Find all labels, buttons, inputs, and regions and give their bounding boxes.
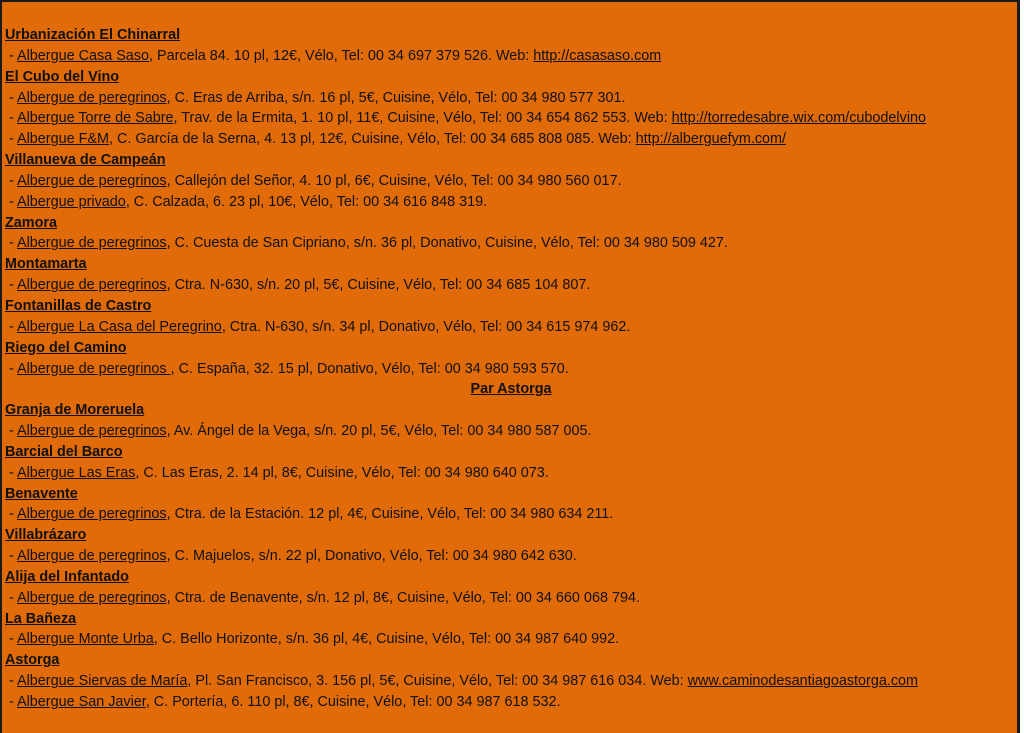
albergue-entry: - Albergue La Casa del Peregrino, Ctra. N-630, s/n. 34 pl, Donativo, Vélo, Tel: 00 34 615 974 962. xyxy=(5,318,631,335)
albergue-entry: - Albergue Casa Saso, Parcela 84. 10 pl, 12€, Vélo, Tel: 00 34 697 379 526. Web: http://casasaso.com xyxy=(5,47,662,64)
albergue-link[interactable]: Albergue de peregrinos xyxy=(17,172,167,189)
town-heading: Urbanización El Chinarral xyxy=(5,27,181,43)
town-heading: El Cubo del Vino xyxy=(5,68,120,85)
albergue-details: , C. Calzada, 6. 23 pl, 10€, Vélo, Tel: 00 34 616 848 319. xyxy=(125,193,488,210)
albergue-entry: - Albergue de peregrinos, C. Majuelos, s/n. 22 pl, Donativo, Vélo, Tel: 00 34 980 642 630. xyxy=(5,548,577,565)
albergue-details: , C. Bello Horizonte, s/n. 36 pl, 4€, Cuisine, Vélo, Tel: 00 34 987 640 992. xyxy=(153,631,620,648)
town-heading: Astorga xyxy=(5,652,60,669)
town-heading: Riego del Camino xyxy=(5,339,127,356)
albergue-details: , Av. Ángel de la Vega, s/n. 20 pl, 5€, Vélo, Tel: 00 34 980 587 005. xyxy=(166,423,592,440)
albergue-details: , C. Las Eras, 2. 14 pl, 8€, Cuisine, Vélo, Tel: 00 34 980 640 073. xyxy=(135,464,549,481)
town-heading: La Bañeza xyxy=(5,610,77,627)
albergue-link[interactable]: Albergue La Casa del Peregrino xyxy=(17,318,222,335)
town-heading: Villabrázaro xyxy=(5,527,87,544)
albergue-details: , Parcela 84. 10 pl, 12€, Vélo, Tel: 00 34 697 379 526. Web: xyxy=(149,47,534,64)
town-heading: Villanueva de Campeán xyxy=(5,152,166,169)
albergue-link[interactable]: Albergue San Javier xyxy=(17,694,146,710)
albergue-details: , Ctra. de Benavente, s/n. 12 pl, 8€, Cuisine, Vélo, Tel: 00 34 660 068 794. xyxy=(166,589,640,606)
albergue-details: , C. Portería, 6. 110 pl, 8€, Cuisine, Vélo, Tel: 00 34 987 618 532. xyxy=(145,694,561,710)
town-heading: Zamora xyxy=(5,214,57,231)
website-link[interactable]: http://alberguefym.com/ xyxy=(635,131,787,148)
albergue-link[interactable]: Albergue de peregrinos xyxy=(17,589,167,606)
albergue-entry: - Albergue de peregrinos, Callejón del Señor, 4. 10 pl, 6€, Cuisine, Vélo, Tel: 00 34 980 560 017. xyxy=(5,172,622,189)
town-heading: Barcial del Barco xyxy=(5,443,123,460)
albergue-entry: - Albergue de peregrinos, C. Cuesta de San Cipriano, s/n. 36 pl, Donativo, Cuisine, Vélo, Tel: 00 34 980 509 427. xyxy=(5,235,728,252)
albergue-entry: - Albergue de peregrinos, C. Eras de Arriba, s/n. 16 pl, 5€, Cuisine, Vélo, Tel: 00 34 980 577 301. xyxy=(5,89,626,106)
albergue-entry: - Albergue Siervas de María, Pl. San Francisco, 3. 156 pl, 5€, Cuisine, Vélo, Tel: 00 34 987 616 034. Web: www.caminodesantiagoastorga.com xyxy=(5,673,919,690)
website-link[interactable]: http://casasaso.com xyxy=(533,47,662,64)
albergue-details: , C. Cuesta de San Cipriano, s/n. 36 pl, Donativo, Cuisine, Vélo, Tel: 00 34 980 509 427. xyxy=(166,235,728,252)
albergue-entry: - Albergue de peregrinos, Ctra. de la Estación. 12 pl, 4€, Cuisine, Vélo, Tel: 00 34 980 634 211. xyxy=(5,506,614,523)
albergue-link[interactable]: Albergue de peregrinos xyxy=(17,423,167,440)
albergue-entry: - Albergue Torre de Sabre, Trav. de la Ermita, 1. 10 pl, 11€, Cuisine, Vélo, Tel: 00 34 654 862 553. Web: http://torredesabre.wix.com/cubodelvino xyxy=(5,110,927,127)
website-link[interactable]: http://torredesabre.wix.com/cubodelvino xyxy=(671,110,927,127)
albergue-details: , Pl. San Francisco, 3. 156 pl, 5€, Cuisine, Vélo, Tel: 00 34 987 616 034. Web: xyxy=(187,673,688,690)
albergue-entry: - Albergue de peregrinos , C. España, 32. 15 pl, Donativo, Vélo, Tel: 00 34 980 593 570. xyxy=(5,360,569,377)
section-heading: Par Astorga xyxy=(470,381,552,398)
albergue-link[interactable]: Albergue Monte Urba xyxy=(17,631,154,648)
albergue-link[interactable]: Albergue de peregrinos xyxy=(17,360,171,377)
town-heading: Fontanillas de Castro xyxy=(5,297,152,314)
albergue-link[interactable]: Albergue F&M xyxy=(17,131,109,148)
albergue-link[interactable]: Albergue de peregrinos xyxy=(17,506,167,523)
albergue-details: , Ctra. N-630, s/n. 34 pl, Donativo, Vélo, Tel: 00 34 615 974 962. xyxy=(221,318,631,335)
albergue-details: , Callejón del Señor, 4. 10 pl, 6€, Cuisine, Vélo, Tel: 00 34 980 560 017. xyxy=(166,172,622,189)
albergue-link[interactable]: Albergue de peregrinos xyxy=(17,235,167,252)
albergue-link[interactable]: Albergue de peregrinos xyxy=(17,89,167,106)
albergue-link[interactable]: Albergue de peregrinos xyxy=(17,277,167,294)
albergue-link[interactable]: Albergue privado xyxy=(17,193,126,210)
albergue-entry: - Albergue privado, C. Calzada, 6. 23 pl, 10€, Vélo, Tel: 00 34 616 848 319. xyxy=(5,193,488,210)
albergue-details: , Ctra. N-630, s/n. 20 pl, 5€, Cuisine, Vélo, Tel: 00 34 685 104 807. xyxy=(166,277,591,294)
town-heading: Alija del Infantado xyxy=(5,568,129,585)
albergue-entry: - Albergue Las Eras, C. Las Eras, 2. 14 pl, 8€, Cuisine, Vélo, Tel: 00 34 980 640 073. xyxy=(5,464,549,481)
town-heading: Benavente xyxy=(5,485,78,502)
albergue-link[interactable]: Albergue de peregrinos xyxy=(17,548,167,565)
town-heading: Montamarta xyxy=(5,256,87,273)
albergue-details: , C. España, 32. 15 pl, Donativo, Vélo, Tel: 00 34 980 593 570. xyxy=(170,360,569,377)
website-link[interactable]: www.caminodesantiagoastorga.com xyxy=(687,673,919,690)
albergue-link[interactable]: Albergue Casa Saso xyxy=(17,47,149,64)
albergue-details: , Ctra. de la Estación. 12 pl, 4€, Cuisine, Vélo, Tel: 00 34 980 634 211. xyxy=(166,506,614,523)
albergue-entry: - Albergue San Javier, C. Portería, 6. 110 pl, 8€, Cuisine, Vélo, Tel: 00 34 987 618 532. xyxy=(5,694,561,710)
albergue-entry: - Albergue de peregrinos, Av. Ángel de la Vega, s/n. 20 pl, 5€, Vélo, Tel: 00 34 980 587 005. xyxy=(5,423,592,440)
albergue-link[interactable]: Albergue Siervas de María xyxy=(17,673,188,690)
albergue-details: , Trav. de la Ermita, 1. 10 pl, 11€, Cuisine, Vélo, Tel: 00 34 654 862 553. Web: xyxy=(173,110,672,127)
albergue-details: , C. Majuelos, s/n. 22 pl, Donativo, Vélo, Tel: 00 34 980 642 630. xyxy=(166,548,577,565)
albergue-entry: - Albergue de peregrinos, Ctra. de Benavente, s/n. 12 pl, 8€, Cuisine, Vélo, Tel: 00 34 660 068 794. xyxy=(5,589,640,606)
albergue-link[interactable]: Albergue Torre de Sabre xyxy=(17,110,174,127)
albergue-link[interactable]: Albergue Las Eras xyxy=(17,464,136,481)
albergue-details: , C. Eras de Arriba, s/n. 16 pl, 5€, Cuisine, Vélo, Tel: 00 34 980 577 301. xyxy=(166,89,626,106)
albergue-entry: - Albergue F&M, C. García de la Serna, 4. 13 pl, 12€, Cuisine, Vélo, Tel: 00 34 685 808 085. Web: http://alberguefym.com/ xyxy=(5,131,787,148)
albergue-details: , C. García de la Serna, 4. 13 pl, 12€, Cuisine, Vélo, Tel: 00 34 685 808 085. Web: xyxy=(108,131,636,148)
town-heading: Granja de Moreruela xyxy=(5,402,145,419)
albergue-entry: - Albergue de peregrinos, Ctra. N-630, s/n. 20 pl, 5€, Cuisine, Vélo, Tel: 00 34 685 104 807. xyxy=(5,277,591,294)
albergue-entry: - Albergue Monte Urba, C. Bello Horizonte, s/n. 36 pl, 4€, Cuisine, Vélo, Tel: 00 34 987 640 992. xyxy=(5,631,620,648)
